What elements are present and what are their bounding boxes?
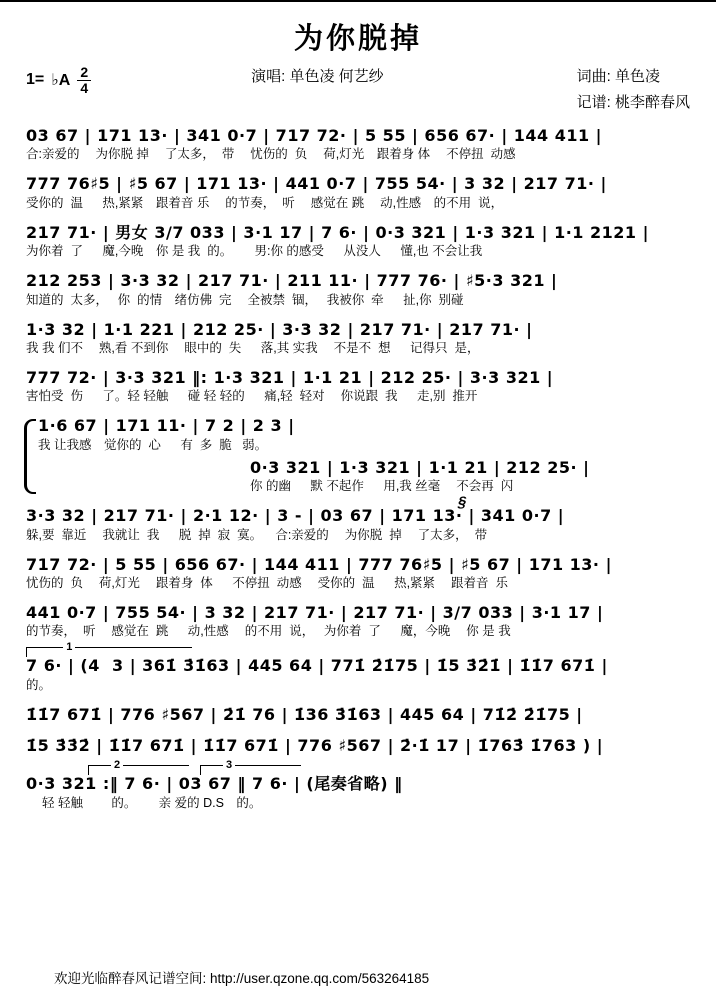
lyrics-row: 受你的 温 热,紧紧 跟着音 乐 的节奏， 听 感觉在 跳 动,性感 的不用 说， [26,195,504,210]
ending-number: 3 [223,760,235,771]
notes-row: 0·3 321 | 1·3 321 | 1·1 21 | 212 25· | [250,457,590,477]
notation-line-6 [26,369,716,404]
ending-number: 1 [63,642,75,653]
notes-row: 441 0·7 | 755 54· | 3 32 | 217 71· | 217 71· | 3/7 033 | 3·1 17 | [26,602,604,622]
notation-line-5 [26,321,716,356]
key-accidental: ♭A [51,72,71,90]
notes-row: 1̇5 3̇3̇2̇ | 1̇1̇7 671̇ | 1̇1̇7 671̇ | 776 ♯567 | 2̇·1̇ 17 | 1̇763̇ 1̇763 ) | [26,736,604,756]
lyrics-row: 的。 [26,677,52,692]
notes-row: 1·3 32 | 1·1 221 | 212 25· | 3·3 32 | 217 71· | 217 71· | [26,319,533,339]
key-signature [26,65,91,95]
lyrics-row: 的节奏， 听 感觉在 跳 动,性感 的不用 说， 为你着 了 魔，今晚 你 是 我 [26,624,511,639]
notation-line-9 [26,556,716,591]
lyrics-row: 我 让我感 觉你的 心 有 多 脆 弱。 [38,437,268,452]
notes-row: 7 6· | (4 3 | 361̇ 3̇1̇63 | 445 64 | 771̇ 2̇1̇75 | 1̇5 3̇2̇1̇ | 1̇1̇7 671̇ | [26,656,608,676]
lyrics-row: 躲,要 靠近 我就让 我 脱 掉 寂 寞。 合:亲爱的 为你脱 掉 了太多， 带 [26,527,488,542]
notes-row: 217 71· | 男女 3/7 033 | 3·1 17 | 7 6· | 0·3 321 | 1·3 321 | 1·1 2121 | [26,222,649,242]
notes-row: 777 72· | 3·3 321 ‖: 1·3 321 | 1·1 21 | 212 25· | 3·3 321 | [26,367,554,387]
notation-line-13 [26,737,716,755]
key-label: 1= [26,71,45,89]
notation-line-12 [26,706,716,724]
system-brace-icon [24,419,36,494]
notes-row: 212 253 | 3·3 32 | 217 71· | 211 11· | 777 76· | ♯5·3 321 | [26,271,558,291]
footer-credit-url: 欢迎光临醉春风记谱空间: http://user.qzone.qq.com/563264185 [54,971,430,986]
performer-label: 演唱: [251,68,286,85]
credits-column [577,65,690,112]
song-title: 为你脱掉 [293,23,422,55]
lyrics-row: 轻 轻触 的。 亲 爱的 D.S 的。 [26,795,262,810]
lyrics-row: 你 的幽 默 不起作 用,我 丝毫 不会再 闪 [250,479,514,494]
lyrics-row: 合:亲爱的 为你脱 掉 了太多， 带 忧伤的 负 荷,灯光 跟着身 体 不停扭 动感 [26,147,516,162]
first-ending-bracket [26,641,192,657]
lyrics-row: 忧伤的 负 荷,灯光 跟着身 体 不停扭 动感 受你的 温 热,紧紧 跟着音 乐 [26,575,508,590]
time-numerator: 2 [77,65,91,81]
time-denominator: 4 [80,79,89,96]
score-header [0,57,716,112]
lyrics-row: 知道的 太多， 你 的情 绪仿佛 完 全被禁 锢， 我被你 牵 扯,你 别碰 [26,292,464,307]
notes-row: 1̇1̇7 671̇ | 776 ♯567 | 2̇1̇ 76 | 1̇36 3̇1̇63 | 445 64 | 71̇2̇ 2̇1̇75 | [26,704,583,724]
notation-line-8 [26,494,716,542]
second-ending-bracket [88,759,189,775]
notation-line-7-voice1 [38,417,716,452]
notation-line-7-voice2 [250,459,716,494]
lyrics-row: 为你着 了 魔,今晚 你 是 我 的。 男:你 的感受 从没人 懂,也 不会让我 [26,244,483,259]
notator-label: 记谱: [576,94,611,111]
lyrics-row: 我 我 们不 熟,看 不到你 眼中的 失 落,其 实我 不是不 想 记得只 是， [26,340,480,355]
notes-row: 777 76♯5 | ♯5 67 | 171 13· | 441 0·7 | 755 54· | 3 32 | 217 71· | [26,174,607,194]
duet-system [26,417,716,494]
notation-line-10 [26,604,716,639]
notes-row: 03 67 | 171 13· | 341 0·7 | 717 72· | 5 55 | 656 67· | 144 411 | [26,126,603,145]
composer-label: 词曲: [576,68,611,85]
notation-line-1 [26,127,716,162]
notator-credit [577,91,690,112]
notation-line-14 [26,759,716,810]
composer-credit [577,65,690,86]
composer-name: 单色凌 [614,68,660,85]
notation-line-11 [26,641,716,692]
notation-body [0,112,716,811]
notation-line-2 [26,175,716,210]
notes-row: 3·3 32 | 217 71· | 2·1 12· | 3 - | 03 67 | 171 13· | 341 0·7 | [26,506,565,526]
third-ending-bracket [200,759,301,775]
notation-line-3 [26,224,716,259]
performer-credit [251,65,384,86]
segno-mark-icon: § [456,494,469,512]
notation-line-4 [26,272,716,307]
lyrics-row: 害怕受 伤 了。轻 轻触 碰 轻 轻的 痛,轻 轻对 你说跟 我 走,别 推开 [26,389,478,404]
notes-row: 1·6 67 | 171 11· | 7 2 | 2 3 | [38,416,295,436]
top-border-rule [0,0,716,2]
time-signature [77,65,91,95]
notes-row: 0·3 321 :‖ 7 6· | 03 67 ‖ 7 6· | (尾奏省略) ‖ [26,774,403,794]
notes-row: 717 72· | 5 55 | 656 67· | 144 411 | 777 76♯5 | ♯5 67 | 171 13· | [26,554,612,574]
performer-names: 单色凌 何艺纱 [289,68,384,85]
ending-number: 2 [111,760,123,771]
notator-name: 桃李醉春风 [614,94,690,111]
